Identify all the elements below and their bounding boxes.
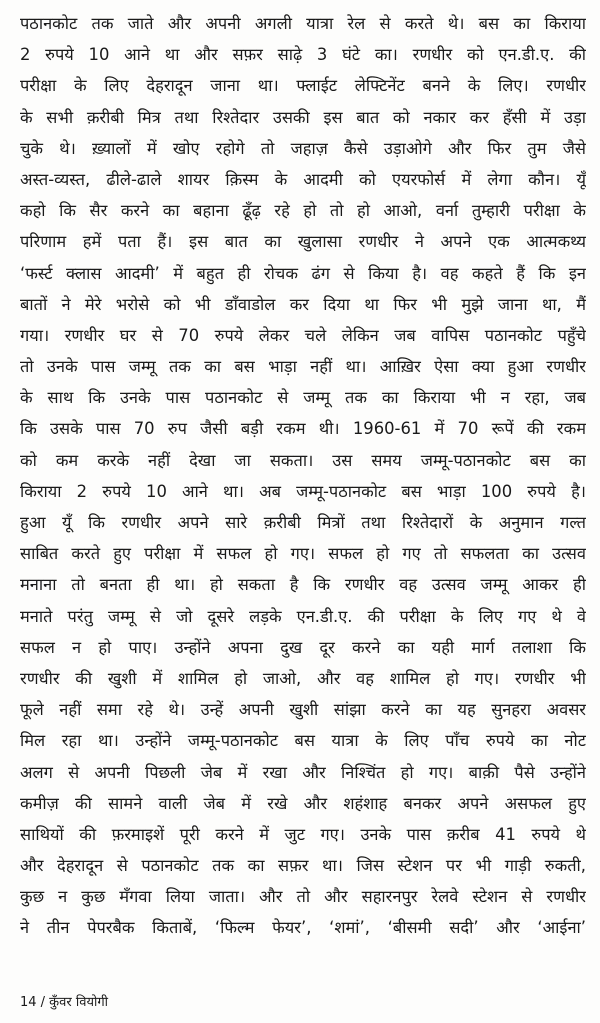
text-line: कहो कि सैर करने का बहाना ढूँढ़ रहे हो तो हो आओ, वर्ना तुम्हारी परीक्षा के — [20, 201, 586, 221]
text-line: बातों ने मेरे भरोसे को भी डाँवाडोल कर दिया था फिर भी मुझे जाना था, मैं — [20, 294, 586, 314]
text-line: चुके थे। ख़्यालों में खोए रहोगे तो जहाज़ कैसे उड़ाओगे और फिर तुम जैसे — [20, 138, 586, 158]
text-line: तो उनके पास जम्मू तक का बस भाड़ा नहीं था। आख़िर ऐसा क्या हुआ रणधीर — [20, 357, 586, 377]
text-line: किराया 2 रुपये 10 आने था। अब जम्मू-पठानकोट बस भाड़ा 100 रुपये है। — [20, 481, 586, 501]
text-line: रणधीर की खुशी में शामिल हो जाओ, और वह शामिल हो गए। रणधीर भी — [20, 668, 586, 688]
text-line: हुआ यूँ कि रणधीर अपने सारे क़रीबी मित्रों तथा रिश्तेदारों के अनुमान गल्त — [20, 513, 586, 532]
text-line: परिणाम हमें पता हैं। इस बात का खुलासा रणधीर ने अपने एक आत्मकथ्य — [20, 232, 586, 252]
text-line: मनाना तो बनता ही था। हो सकता है कि रणधीर वह उत्सव जम्मू आकर ही — [20, 575, 586, 595]
body-text — [20, 8, 586, 944]
text-line: साथियों की फ़रमाइशें पूरी करने में जुट गए। उनके पास क़रीब 41 रुपये थे — [20, 824, 586, 844]
text-line: गया। रणधीर घर से 70 रुपये लेकर चले लेकिन जब वापिस पठानकोट पहुँचे — [20, 325, 586, 345]
text-line: अलग से अपनी पिछली जेब में रखा और निश्चिंत हो गए। बाक़ी पैसे उन्होंने — [20, 762, 586, 782]
text-line: कुछ न कुछ मँगवा लिया जाता। और तो और सहारनपुर रेलवे स्टेशन से रणधीर — [20, 887, 586, 907]
text-line: सफल न हो पाए। उन्होंने अपना दुख दूर करने का यही मार्ग तलाशा कि — [20, 637, 586, 657]
text-line: साबित करते हुए परीक्षा में सफल हो गए। सफल हो गए तो सफलता का उत्सव — [20, 544, 586, 564]
text-line: को कम करके नहीं देखा जा सकता। उस समय जम्मू-पठानकोट बस का — [20, 450, 586, 470]
text-line: के सभी क़रीबी मित्र तथा रिश्तेदार उसकी इस बात को नकार कर हँसी में उड़ा — [20, 107, 586, 127]
text-line: कमीज़ की सामने वाली जेब में रखे और शहंशाह बनकर अपने असफल हुए — [20, 793, 586, 813]
text-line: 2 रुपये 10 आने था और सफ़र साढ़े 3 घंटे का। रणधीर को एन.डी.ए. की — [20, 45, 586, 65]
text-line: कि उसके पास 70 रुप जैसी बड़ी रकम थी। 1960-61 में 70 रूपें की रकम — [20, 419, 586, 439]
text-line: अस्त-व्यस्त, ढीले-ढाले शायर क़िस्म के आदमी को एयरफोर्स में लेगा कौन। यूँ — [20, 169, 586, 189]
text-line: और देहरादून से पठानकोट तक का सफ़र था। जिस स्टेशन पर भी गाड़ी रुकती, — [20, 856, 586, 876]
text-line: फूले नहीं समा रहे थे। उन्हें अपनी खुशी सांझा करने का यह सुनहरा अवसर — [20, 700, 586, 720]
page-footer: 14 / कुँवर वियोगी — [20, 995, 109, 1010]
text-line: ने तीन पेपरबैक किताबें, ‘फिल्म फेयर’, ‘शमां’, ‘बीसमी सदी’ और ‘आईना’ — [20, 918, 586, 938]
text-line: के साथ कि उनके पास पठानकोट से जम्मू तक का किराया भी न रहा, जब — [20, 388, 586, 408]
text-line: मिल रहा था। उन्होंने जम्मू-पठानकोट बस यात्रा के लिए पाँच रुपये का नोट — [20, 731, 586, 751]
text-line: मनाते परंतु जम्मू से जो दूसरे लड़के एन.डी.ए. की परीक्षा के लिए गए थे वे — [20, 606, 586, 626]
text-line: ‘फर्स्ट क्लास आदमी’ में बहुत ही रोचक ढंग से किया है। वह कहते हैं कि इन — [20, 263, 586, 283]
text-line: परीक्षा के लिए देहरादून जाना था। फ्लाईट लेफ्टिनेंट बनने के लिए। रणधीर — [20, 76, 586, 96]
text-line: पठानकोट तक जाते और अपनी अगली यात्रा रेल से करते थे। बस का किराया — [20, 14, 586, 33]
